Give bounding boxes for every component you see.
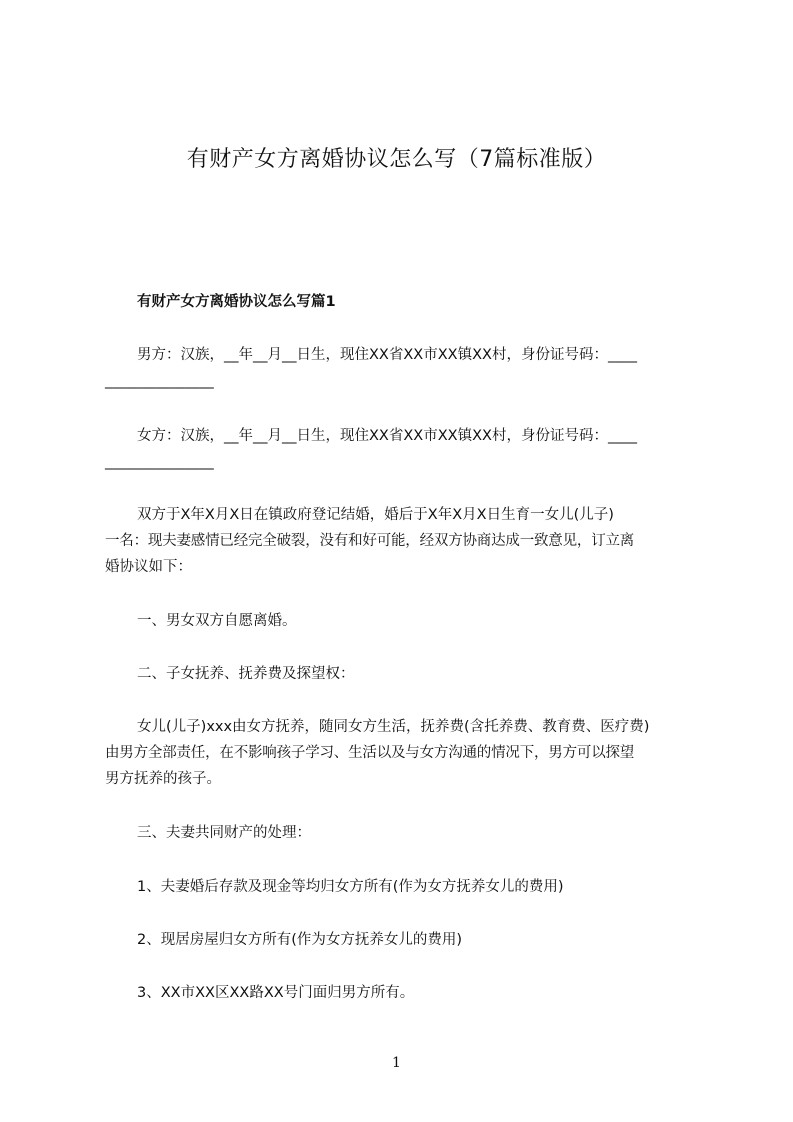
paragraph-line: 2、现居房屋归女方所有(作为女方抚养女儿的费用) bbox=[137, 932, 463, 948]
paragraph-line: 由男方全部责任，在不影响孩子学习、生活以及与女方沟通的情况下，男方可以探望 bbox=[105, 745, 635, 761]
paragraph-child-custody bbox=[105, 714, 705, 792]
paragraph-line: 女方：汉族，__年__月__日生，现住XX省XX市XX镇XX村，身份证号码：____ bbox=[137, 428, 637, 444]
document-title: 有财产女方离婚协议怎么写（7篇标准版） bbox=[186, 147, 607, 172]
property-item-2 bbox=[105, 927, 705, 953]
clause-one bbox=[105, 608, 705, 634]
paragraph-line: 一、男女双方自愿离婚。 bbox=[137, 613, 297, 629]
paragraph-line: 双方于X年X月X日在镇政府登记结婚，婚后于X年X月X日生育一女儿(儿子) bbox=[137, 507, 614, 523]
paragraph-line: 女儿(儿子)xxx由女方抚养，随同女方生活，抚养费(含托养费、教育费、医疗费) bbox=[137, 719, 650, 735]
page-number: 1 bbox=[392, 1055, 401, 1071]
paragraph-marriage-background bbox=[105, 502, 705, 580]
paragraph-husband-info bbox=[105, 342, 705, 394]
clause-two bbox=[105, 661, 705, 687]
paragraph-line: 婚协议如下： bbox=[105, 559, 192, 575]
paragraph-line: 一名：现夫妻感情已经完全破裂，没有和好可能，经双方协商达成一致意见，订立离 bbox=[105, 533, 635, 549]
property-item-3 bbox=[105, 980, 705, 1006]
paragraph-wife-info bbox=[105, 423, 705, 475]
paragraph-line: 二、子女抚养、抚养费及探望权： bbox=[137, 666, 355, 682]
paragraph-line: 3、XX市XX区XX路XX号门面归男方所有。 bbox=[137, 985, 415, 1001]
paragraph-line: 男方：汉族，__年__月__日生，现住XX省XX市XX镇XX村，身份证号码：____ bbox=[137, 347, 637, 363]
clause-three bbox=[105, 820, 705, 846]
section-heading: 有财产女方离婚协议怎么写篇1 bbox=[137, 294, 336, 310]
property-item-1 bbox=[105, 874, 705, 900]
paragraph-line: 1、夫妻婚后存款及现金等均归女方所有(作为女方抚养女儿的费用) bbox=[137, 879, 564, 895]
paragraph-line: _______________ bbox=[105, 454, 214, 470]
paragraph-line: 男方抚养的孩子。 bbox=[105, 771, 221, 787]
paragraph-line: 三、夫妻共同财产的处理： bbox=[137, 825, 311, 841]
paragraph-line: _______________ bbox=[105, 373, 214, 389]
